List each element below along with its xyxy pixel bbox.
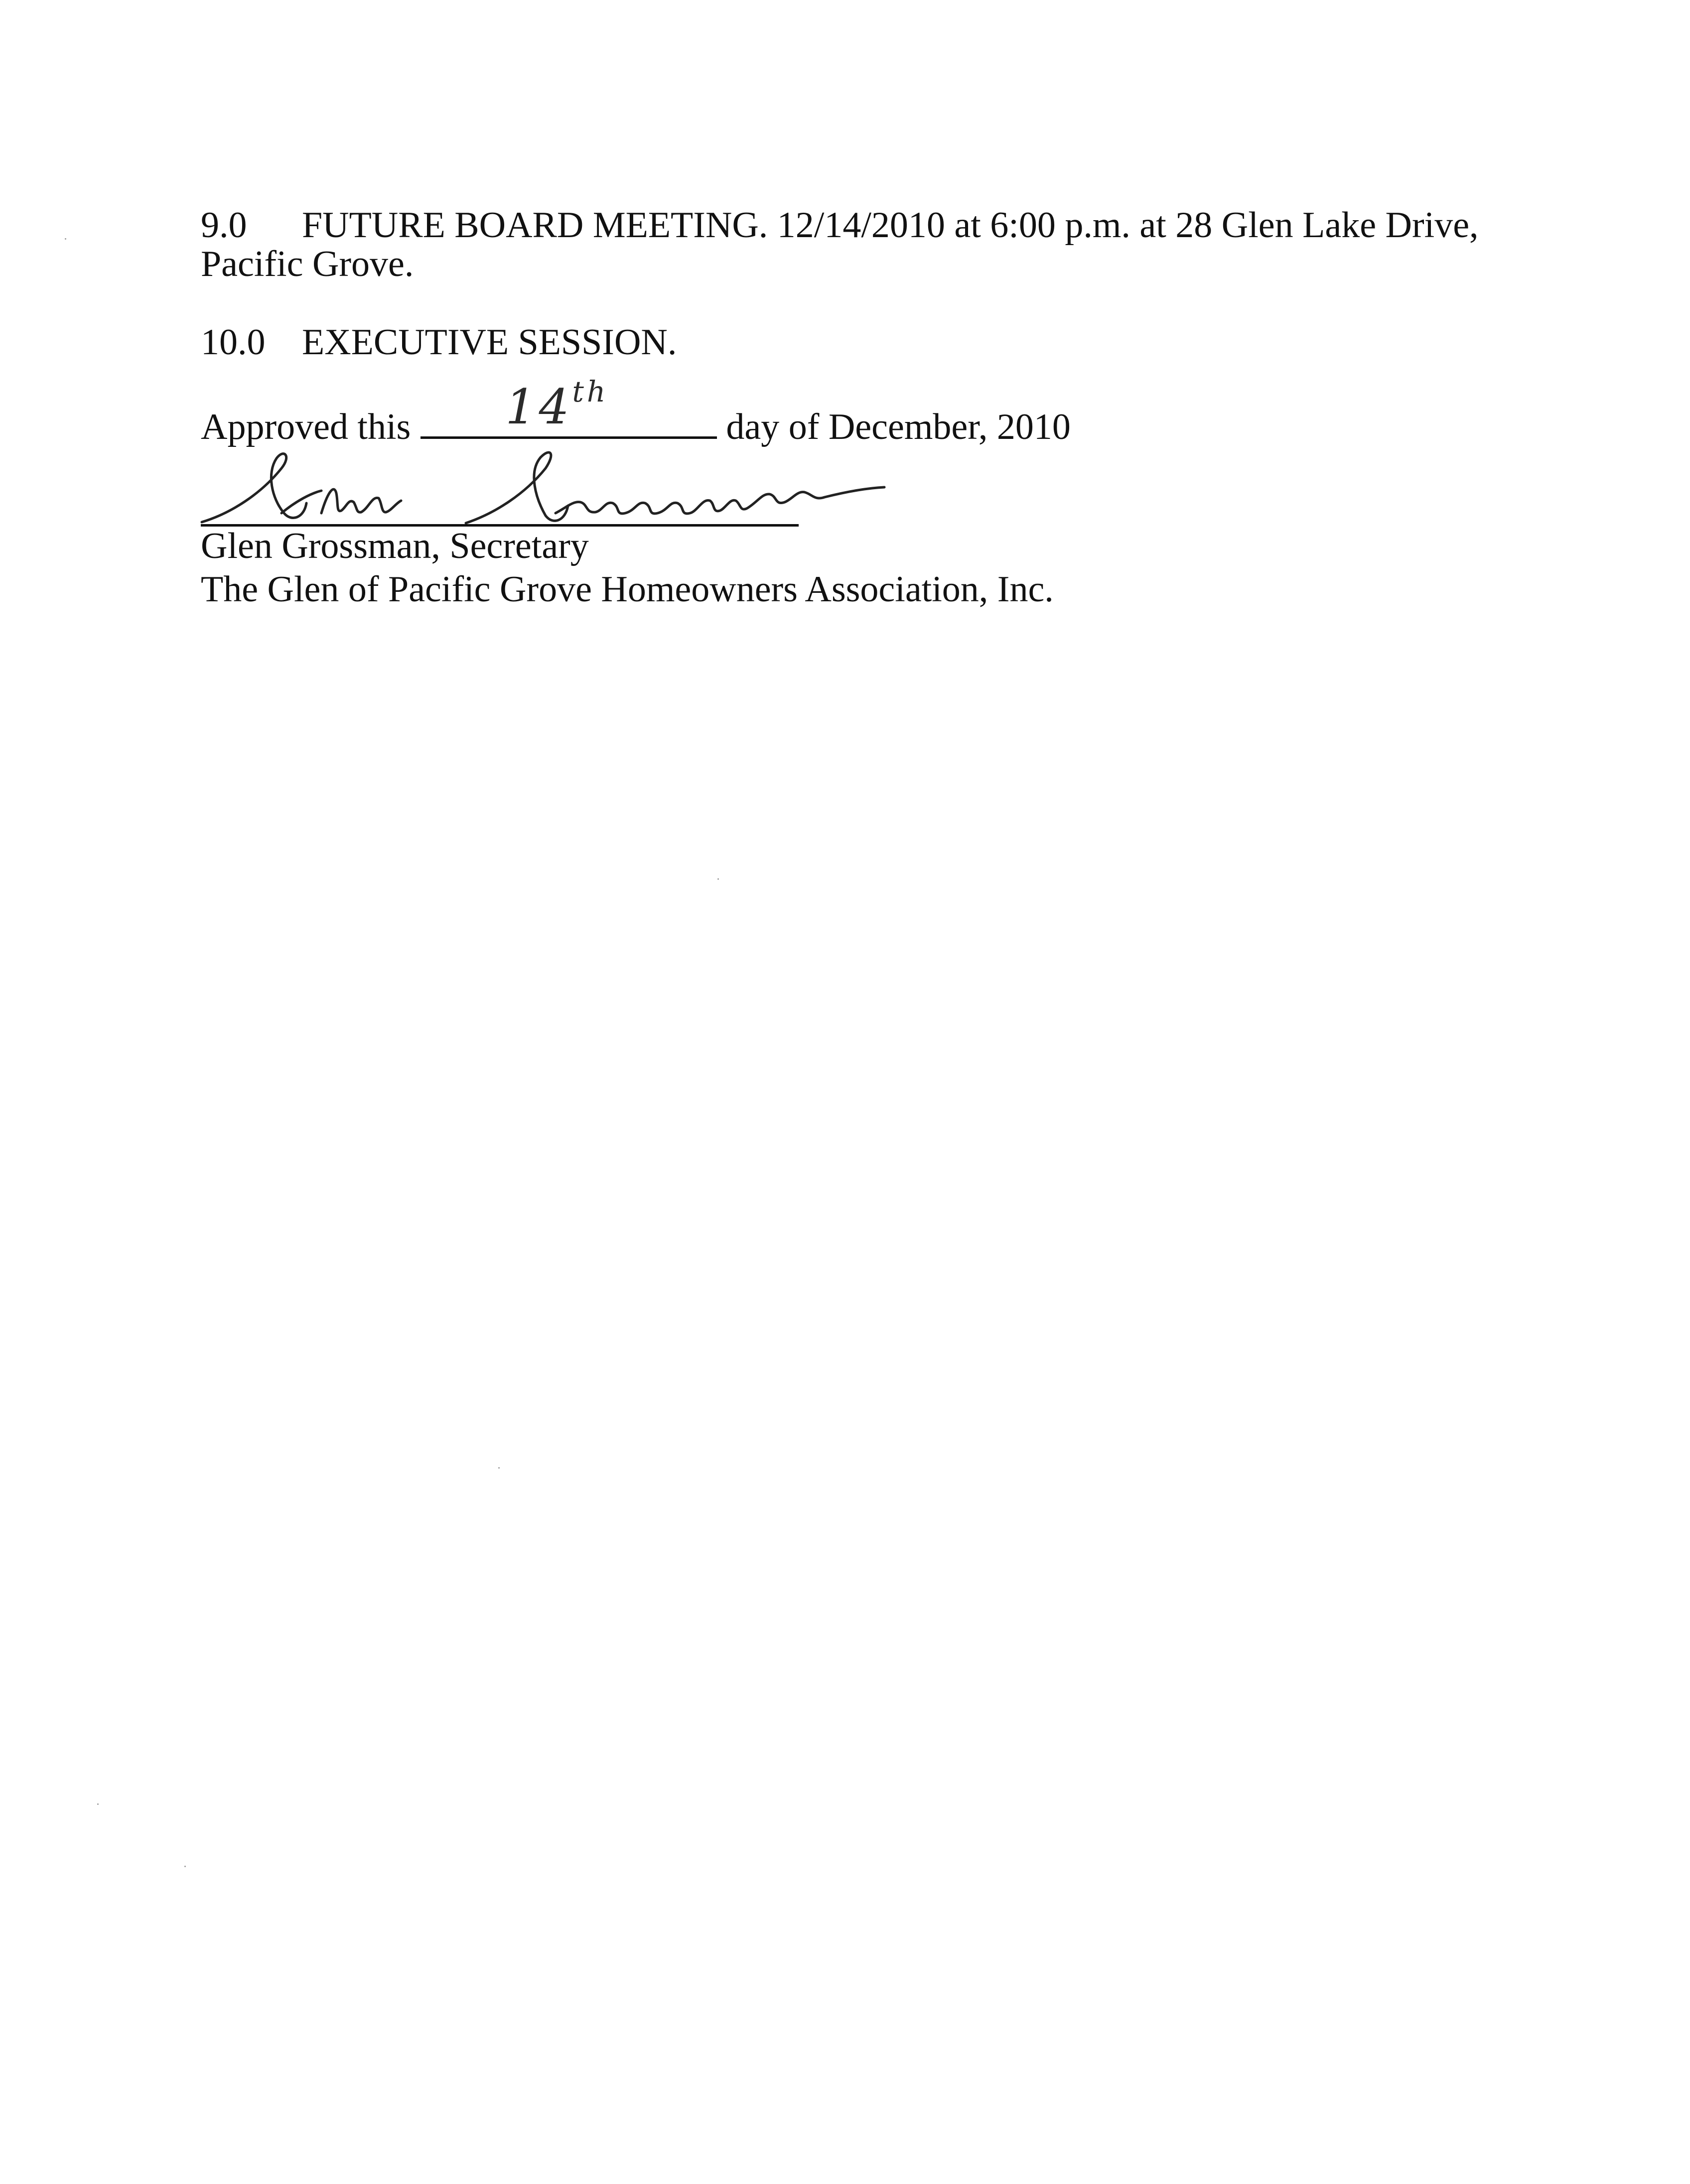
- item-9-number: 9.0: [201, 205, 247, 246]
- scan-speck: [717, 878, 719, 880]
- approval-prefix: Approved this: [201, 407, 411, 447]
- day-blank: [421, 375, 717, 439]
- item-10-line: [201, 320, 677, 364]
- handwritten-signature: [197, 438, 934, 538]
- item-9-text-continued: Pacific Grove.: [201, 244, 414, 284]
- signatory-name-title: Glen Grossman, Secretary: [201, 526, 589, 566]
- item-9-text: FUTURE BOARD MEETING. 12/14/2010 at 6:00 p.m. at 28 Glen Lake Drive,: [302, 205, 1479, 246]
- scan-speck: [498, 1467, 500, 1469]
- approval-suffix: day of December, 2010: [726, 407, 1071, 447]
- scan-speck: [97, 1803, 99, 1805]
- item-10-number: 10.0: [201, 322, 266, 363]
- scan-speck: [65, 238, 66, 240]
- item-9-line-1: [201, 203, 1479, 247]
- item-10-text: EXECUTIVE SESSION.: [302, 322, 677, 363]
- signatory-organization: The Glen of Pacific Grove Homeowners Association, Inc.: [201, 569, 1054, 610]
- scan-speck: [184, 1866, 186, 1867]
- handwritten-day: 14th: [505, 375, 609, 435]
- item-9-line-2: [201, 242, 414, 286]
